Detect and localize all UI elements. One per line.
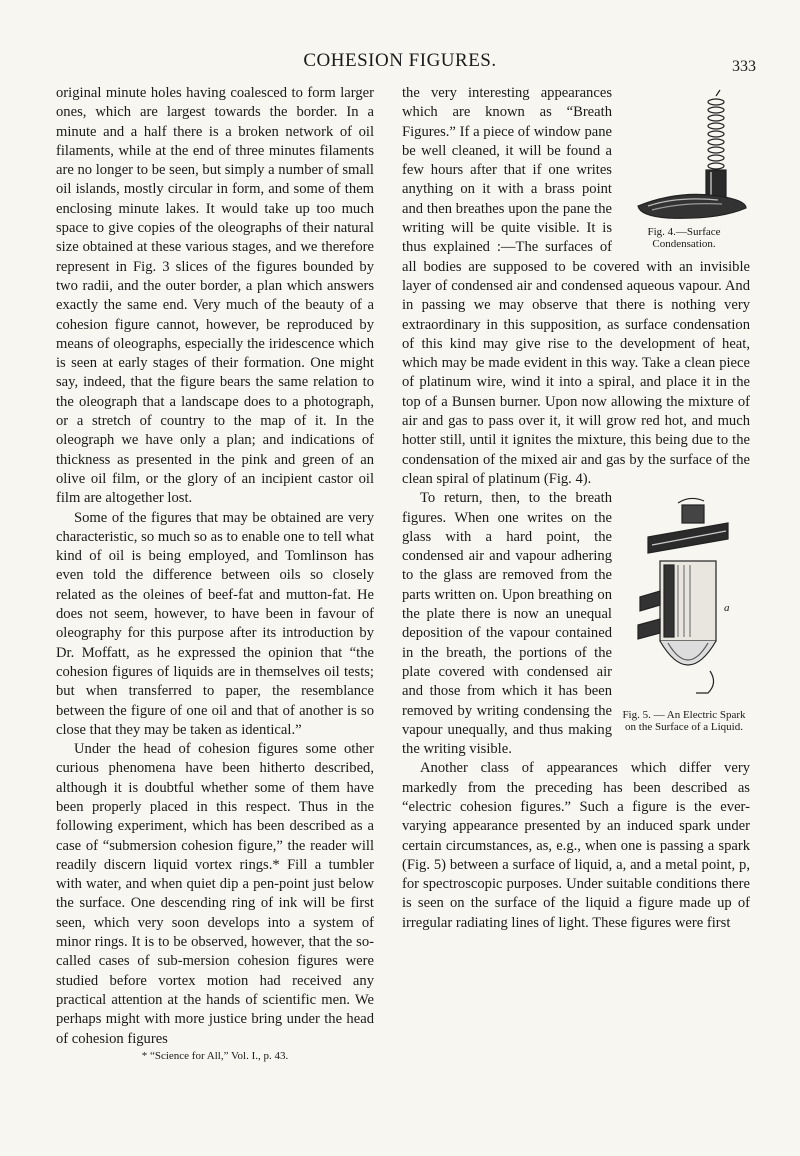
left-paragraph-2: Some of the figures that may be obtained are very characteristic, so much so as to enable one to tell what kind of oil is being employed, and Tomlinson has even told the difference between oils so closely related as the oleines of beef-fat and mutton-fat. He does not seem, however, to have been in favour of oleography for this purpose after its introduction by Dr. Moffatt, as he expressed the opinion that “the cohesion figures of liquids are in themselves oil tests; but when transferred to paper, the resemblance between the figure of one oil and that of another is so close that they may be taken as identical.”: [56, 509, 374, 738]
figure-5-caption: Fig. 5. — An Electric Spark on the Surface of a Liquid.: [622, 709, 746, 734]
right-paragraph-2: To return, then, to the breath figures. When one writes on the glass with a hard point, the condensed air and vapour adhering to the glass are removed from the parts written on. Upon breathing on the plate there is now an unequal deposition of the vapour contained in the breath, the portions of the plate covered with condensed air and those from which it has been removed by writing condensing the vapour unequally, and thus making the writing visible.: [402, 490, 612, 758]
platinum-spiral-illustration: [618, 88, 750, 226]
left-paragraph-1: original minute holes having coalesced to form larger ones, which are largest towards the border. In a minute and a half there is a broken network of oil filaments, while at the end of three minutes filaments are no longer to be seen, but simply a number of small oil islands, mostly circular in form, and some of them enclosing minute lakes. It would take up too much space to give copies of the oleographs of their natural size obtained at these various stages, and we therefore represent in Fig. 3 slices of the figures bounded by two radii, and the outer border, a plan which answers exactly the same end. Very much of the beauty of a cohesion figure cannot, however, be reproduced by means of oleographs, especially the iridescence which is seen at early stages of their formation. One might say, indeed, that the figure bears the same relation to the oleograph that a landscape does to a photograph, or a stretch of country to the map of it. In the oleograph we have only a plan; and indications of thickness as presented in the pink and green of an olive oil film, or the glory of an incipient castor oil film are altogether lost.: [56, 85, 374, 507]
figure-5: [618, 493, 750, 739]
running-head: [0, 50, 800, 74]
right-paragraph-3: Another class of appearances which differ very markedly from the preceding has been described as “electric cohesion figures.” Such a figure is the ever-varying appearance presented by an induced spark under certain circumstances, as, e.g., when one is passing a spark (Fig. 5) between a surface of liquid, a, and a metal point, p, for spectroscopic purposes. Under suitable conditions there is seen on the surface of the liquid a figure made up of irregular radiating lines of light. These figures were first: [402, 760, 750, 931]
figure-4-caption: Fig. 4.—Surface Condensation.: [647, 226, 721, 250]
left-column: [56, 84, 374, 1063]
running-title: COHESION FIGURES.: [303, 50, 497, 71]
figure-4: [618, 88, 750, 250]
right-paragraph-1: the very interesting appearances which are known as “Breath Figures.” If a piece of window pane be well cleaned, it will be found a few hours after that if one writes anything on it with a brass point and then breathes upon the pane the writing will be quite visible. It is thus explained :—The surfaces of all bodies are supposed to be covered with an invisible layer of condensed air and condensed aqueous vapour. And in passing we may observe that there is nothing very extraordinary in this supposition, as surface condensation of this kind may give rise to the development of heat, which may be made evident in this way. Take a clean piece of platinum wire, wind it into a spiral, and place it in the top of a Bunsen burner. Upon now allowing the mixture of air and gas to pass over it, it will grow red hot, and much hotter still, until it ignites the mixture, this being due to the condensation of the mixed air and gas by the surface of the clean spiral of platinum (Fig. 4).: [402, 85, 750, 487]
footnote: * “Science for All,” Vol. I., p. 43.: [141, 1049, 289, 1062]
figure-5-label-a: a: [724, 602, 730, 615]
page-number: 333: [732, 58, 756, 75]
electric-spark-illustration: [618, 493, 750, 709]
right-column: [402, 84, 750, 933]
left-paragraph-3: Under the head of cohesion figures some other curious phenomena have been hitherto described, although it is doubtful whether some of them have been properly placed in this respect. Thus in the following experiment, which has been described as a case of “submersion cohesion figure,” the reader will readily discern liquid vortex rings.* Fill a tumbler with water, and when quiet dip a pen-point just below the surface. One descending ring of ink will be first seen, which very soon develops into a system of minor rings. It is to be observed, however, that the so-called cases of sub-mersion cohesion figures were studied before vortex motion had received any practical attention at the hands of scientific men. We perhaps might with more justice bring under the head of cohesion figures: [56, 741, 374, 1047]
